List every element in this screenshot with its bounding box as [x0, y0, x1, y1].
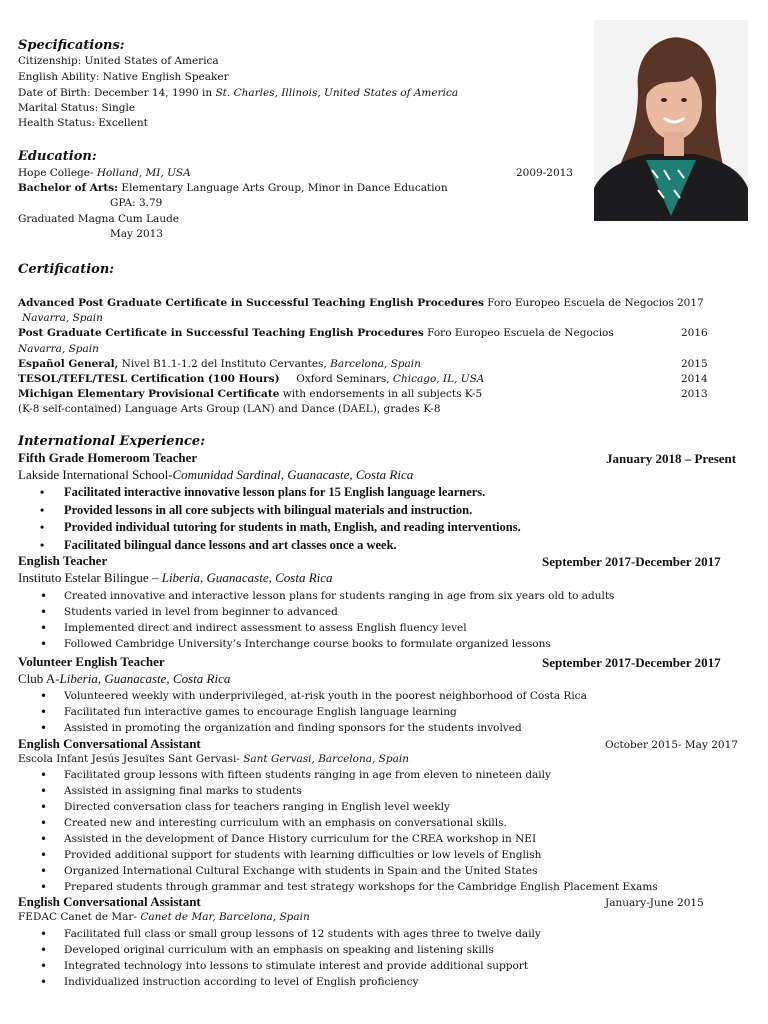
education-school: [18, 166, 191, 182]
cert-title: TESOL/TEFL/TESL Certification (100 Hours): [18, 373, 280, 385]
education-honors: Graduated Magna Cum Laude: [18, 213, 180, 225]
list-item: • Provided individual tutoring for students in math, English, and reading interventions.: [40, 520, 521, 534]
list-item: • Assisted in assigning final marks to students: [40, 784, 302, 798]
school-location: Holland, MI, USA: [96, 167, 191, 179]
cert-year: 2013: [681, 388, 708, 400]
job-organization: [18, 467, 413, 483]
list-item: • Created new and interesting curriculum with an emphasis on conversational skills.: [40, 816, 507, 830]
education-gpa: GPA: 3.79: [110, 197, 163, 209]
list-item: • Provided lessons in all core subjects with bilingual materials and instruction.: [40, 502, 473, 517]
education-degree: [18, 181, 448, 197]
list-item: • Developed original curriculum with an emphasis on speaking and listening skills: [40, 943, 494, 957]
org-name: Instituto Estelar Bilingue –: [18, 570, 159, 585]
cert-item: [18, 372, 484, 388]
school-name: Hope College-: [18, 167, 94, 179]
cert-year: 2016: [681, 327, 708, 339]
list-item: • Created innovative and interactive lesson plans for students ranging in age from six years old to adults: [40, 589, 615, 603]
job-title: Fifth Grade Homeroom Teacher: [18, 450, 198, 465]
experience-heading: International Experience:: [18, 434, 206, 449]
list-item: • Organized International Cultural Exchange with students in Spain and the United States: [40, 864, 538, 878]
job-title: English Teacher: [18, 553, 108, 568]
education-heading: Education:: [18, 149, 97, 164]
cert-item: [18, 357, 421, 373]
cert-title: Advanced Post Graduate Certificate in Successful Teaching English Procedures: [18, 297, 484, 309]
list-item: • Facilitated full class or small group lessons of 12 students with ages three to twelve daily: [40, 927, 541, 941]
cert-year: 2017: [677, 297, 704, 309]
cert-title: Post Graduate Certificate in Successful Teaching English Procedures: [18, 327, 424, 339]
org-name: Lakside International School-: [18, 467, 173, 482]
job-dates: January-June 2015: [605, 897, 704, 909]
education-grad-date: May 2013: [110, 228, 164, 240]
list-item: • Volunteered weekly with underprivileged, at-risk youth in the poorest neighborhood of Costa Rica: [40, 689, 587, 703]
list-item: • Individualized instruction according to level of English proficiency: [40, 975, 419, 989]
cert-place: Chicago, IL, USA: [392, 373, 485, 385]
citizenship: Citizenship: United States of America: [18, 55, 219, 67]
job-bullets: [40, 588, 614, 652]
dob-label: Date of Birth: December 14, 1990 in: [18, 87, 216, 99]
portrait-image: [594, 20, 748, 221]
org-location: Canet de Mar, Barcelona, Spain: [137, 911, 310, 923]
job-dates: January 2018 – Present: [606, 451, 737, 466]
degree-label: Bachelor of Arts:: [18, 182, 119, 194]
job-bullets: [40, 926, 541, 990]
cert-issuer: Oxford Seminars,: [279, 373, 393, 385]
org-name: FEDAC Canet de Mar-: [18, 911, 138, 923]
job-organization: [18, 671, 230, 687]
cert-item: [18, 326, 614, 342]
cert-place: Barcelona, Spain: [330, 358, 421, 370]
cert-year: 2014: [681, 373, 708, 385]
job-bullets: [40, 688, 587, 736]
list-item: • Prepared students through grammar and test strategy workshops for the Cambridge English Placement Exams: [40, 880, 658, 894]
list-item: • Directed conversation class for teachers ranging in English level weekly: [40, 800, 450, 814]
list-item: • Assisted in promoting the organization and finding sponsors for the students involved: [40, 721, 522, 735]
list-item: • Facilitated interactive innovative lesson plans for 15 English language learners.: [40, 485, 486, 499]
dob-place: St. Charles, Illinois, United States of America: [215, 87, 459, 99]
org-location: Comunidad Sardinal, Guanacaste, Costa Rica: [172, 467, 414, 482]
cert-title: Español General,: [18, 358, 119, 370]
job-dates: September 2017-December 2017: [542, 554, 721, 569]
list-item: • Implemented direct and indirect assessment to assess English fluency level: [40, 621, 467, 635]
list-item: • Facilitated bilingual dance lessons and art classes once a week.: [40, 537, 397, 552]
cert-title: Michigan Elementary Provisional Certificate: [18, 388, 280, 400]
cert-issuer: with endorsements in all subjects K-5: [279, 388, 483, 400]
job-bullets: [40, 484, 521, 554]
certification-heading: Certification:: [18, 262, 115, 277]
list-item: • Followed Cambridge University’s Interchange course books to formulate organized lessons: [40, 637, 551, 651]
job-title: Volunteer English Teacher: [18, 654, 165, 669]
cert-item: [18, 296, 674, 312]
list-item: • Assisted in the development of Dance History curriculum for the CREA workshop in NEI: [40, 832, 537, 846]
job-dates: October 2015- May 2017: [605, 739, 738, 751]
job-organization: [18, 910, 310, 926]
education-years: 2009-2013: [516, 167, 573, 179]
job-organization: [18, 752, 409, 768]
cert-year: 2015: [681, 358, 708, 370]
job-dates: September 2017-December 2017: [542, 655, 721, 670]
job-title: English Conversational Assistant: [18, 894, 201, 909]
marital-status: Marital Status: Single: [18, 102, 136, 114]
org-location: Liberia, Guanacaste, Costa Rica: [158, 570, 333, 585]
date-of-birth: [18, 86, 458, 102]
cert-issuer: Nivel B1.1-1.2 del Instituto Cervantes,: [118, 358, 331, 370]
list-item: • Students varied in level from beginner to advanced: [40, 605, 338, 619]
cert-issuer: Foro Europeo Escuela de Negocios: [483, 297, 674, 309]
degree-detail: Elementary Language Arts Group, Minor in Dance Education: [118, 182, 448, 194]
job-organization: [18, 570, 333, 586]
cert-location: Navarra, Spain: [22, 312, 103, 324]
list-item: • Provided additional support for students with learning difficulties or low levels of English: [40, 848, 542, 862]
list-item: • Facilitated fun interactive games to encourage English language learning: [40, 705, 457, 719]
specifications-heading: Specifications:: [18, 38, 125, 53]
cert-item: [18, 387, 482, 403]
cert-detail: (K-8 self-contained) Language Arts Group (LAN) and Dance (DAEL), grades K-8: [18, 403, 441, 415]
list-item: • Facilitated group lessons with fifteen students ranging in age from eleven to nineteen daily: [40, 768, 551, 782]
profile-photo: [594, 20, 748, 221]
org-location: Liberia, Guanacaste, Costa Rica: [59, 671, 231, 686]
job-bullets: [40, 767, 658, 895]
list-item: • Integrated technology into lessons to stimulate interest and provide additional support: [40, 959, 529, 973]
org-name: Club A-: [18, 671, 60, 686]
health-status: Health Status: Excellent: [18, 117, 148, 129]
cert-issuer: Foro Europeo Escuela de Negocios: [423, 327, 614, 339]
english-ability: English Ability: Native English Speaker: [18, 71, 229, 83]
job-title: English Conversational Assistant: [18, 736, 201, 751]
org-name: Escola Infant Jesús Jesuïtes Sant Gervasi-: [18, 753, 240, 765]
org-location: Sant Gervasi, Barcelona, Spain: [239, 753, 409, 765]
cert-location: Navarra, Spain: [18, 343, 99, 355]
